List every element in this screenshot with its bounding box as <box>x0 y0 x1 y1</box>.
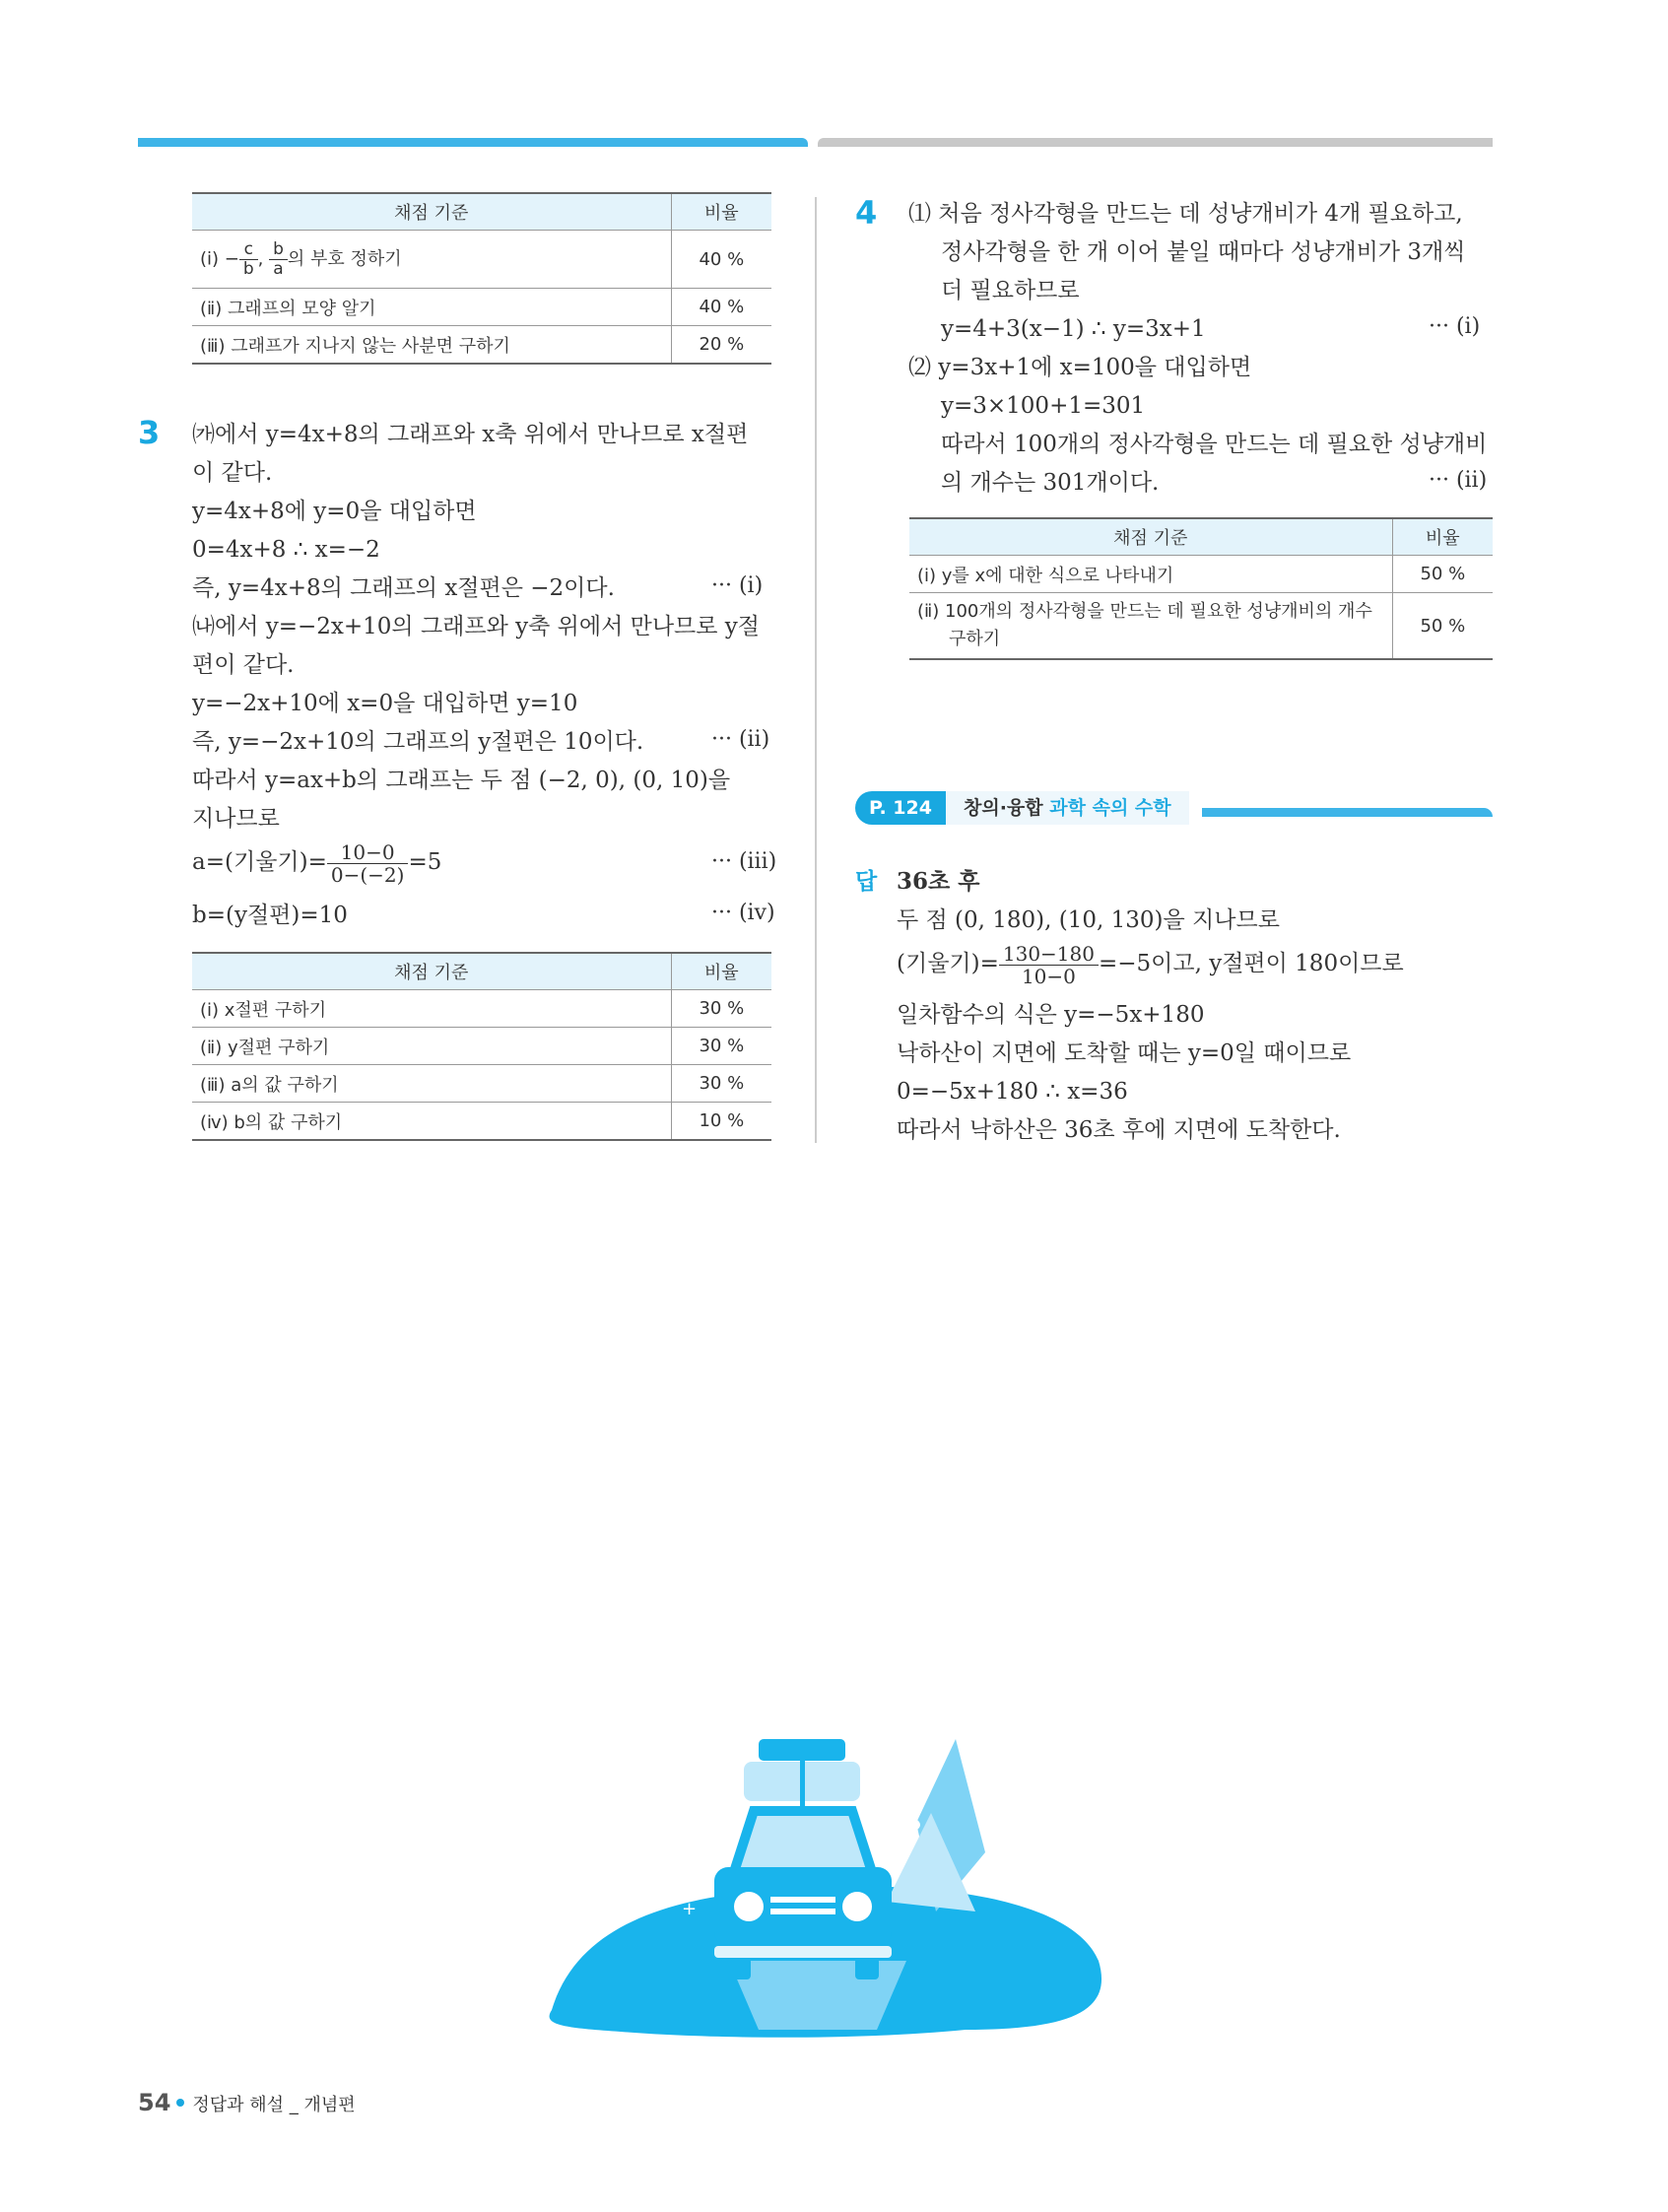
answer-value: 36초 후 <box>897 868 980 895</box>
p3-line: ㈎에서 y=4x+8의 그래프와 x축 위에서 만나므로 x절편 <box>192 422 749 447</box>
p124-line: 0=−5x+180 ∴ x=36 <box>897 1079 1128 1105</box>
scoring-table-1 <box>192 192 771 365</box>
step-mark: ··· (ⅰ) <box>711 573 764 598</box>
table-header-ratio: 비율 <box>671 953 771 990</box>
table-header-criteria: 채점 기준 <box>192 193 671 231</box>
p124-line: 두 점 (0, 180), (10, 130)을 지나므로 <box>897 907 1280 933</box>
p3-line: 따라서 y=ax+b의 그래프는 두 점 (−2, 0), (0, 10)을 <box>192 768 731 793</box>
p3-line: y=−2x+10에 x=0을 대입하면 y=10 <box>192 691 578 716</box>
svg-text:+ +: + + <box>675 1881 710 1902</box>
table-row: (ⅲ) 그래프가 지나지 않는 사분면 구하기 20 % <box>192 326 771 365</box>
page-footer <box>138 2089 356 2116</box>
problem-number-4: 4 <box>855 194 878 232</box>
road-light <box>729 1961 906 2030</box>
section-underline <box>1202 808 1493 817</box>
p124-slope: (기울기)= $\frac{130-180}{10-0}$ =−5이고, y절편이 180이므로 <box>897 941 1404 988</box>
scoring-table-3 <box>192 952 771 1141</box>
p124-line: 낙하산이 지면에 도착할 때는 y=0일 때이므로 <box>897 1040 1352 1066</box>
p4-line: 정사각형을 한 개 이어 붙일 때마다 성냥개비가 3개씩 <box>941 239 1466 265</box>
answer-label: 답 <box>855 869 878 895</box>
bumper <box>714 1946 892 1958</box>
p3-line: 0=4x+8 ∴ x=−2 <box>192 537 380 563</box>
table-row: (ⅰ) x절편 구하기 30 % <box>192 990 771 1028</box>
svg-text:+: + <box>682 1899 698 1919</box>
p3-line: 즉, y=4x+8의 그래프의 x절편은 −2이다. <box>192 575 615 601</box>
p4-line: y=3×100+1=301 <box>941 393 1146 419</box>
scoring-table-4 <box>909 517 1493 660</box>
p4-line: y=4+3(x−1) ∴ y=3x+1 <box>941 316 1206 342</box>
table-header-criteria: 채점 기준 <box>192 953 671 990</box>
table-row: (ⅳ) b의 값 구하기 10 % <box>192 1103 771 1141</box>
table-row: (ⅱ) 100개의 정사각형을 만드는 데 필요한 성냥개비의 개수 구하기 50 % <box>909 593 1493 660</box>
step-mark: ··· (ⅰ) <box>1429 314 1481 339</box>
table-header-ratio: 비율 <box>671 193 771 231</box>
p3-line: y=4x+8에 y=0을 대입하면 <box>192 499 477 524</box>
table-header-ratio: 비율 <box>1392 518 1493 556</box>
intercept-equation: b=(y절편)=10 <box>192 903 348 928</box>
table-row: (ⅰ) − $\frac{c}{b}$ , $\frac{b}{a}$ 의 부호 정하기 40 % <box>192 231 771 289</box>
problem-number-3: 3 <box>138 414 161 451</box>
headlight-right <box>842 1892 872 1921</box>
p124-line: 일차함수의 식은 y=−5x+180 <box>897 1002 1205 1028</box>
slope-equation: a=(기울기)= $\frac{10-0}{0-(-2)}$ =5 <box>192 839 442 887</box>
table-row: (ⅲ) a의 값 구하기 30 % <box>192 1065 771 1103</box>
car-illustration <box>522 1714 1113 2049</box>
table-row: (ⅱ) y절편 구하기 30 % <box>192 1028 771 1065</box>
p3-line: 지나므로 <box>192 806 280 832</box>
step-mark: ··· (ⅳ) <box>711 901 775 925</box>
top-bar-right <box>818 138 1493 147</box>
wheel-left <box>727 1958 751 1979</box>
step-mark: ··· (ⅱ) <box>711 727 770 752</box>
p4-line: 따라서 100개의 정사각형을 만드는 데 필요한 성냥개비 <box>941 432 1488 457</box>
p4-line: ⑵ y=3x+1에 x=100을 대입하면 <box>908 355 1252 380</box>
page-number: 54 <box>138 2089 171 2116</box>
page-ref-tag: P. 124 <box>855 791 946 825</box>
footer-text: 정답과 해설 _ 개념편 <box>192 2095 356 2115</box>
table-row: (ⅰ) y를 x에 대한 식으로 나타내기 50 % <box>909 556 1493 593</box>
p3-line: ㈏에서 y=−2x+10의 그래프와 y축 위에서 만나므로 y절 <box>192 614 761 639</box>
p3-line: 즉, y=−2x+10의 그래프의 y절편은 10이다. <box>192 729 644 755</box>
column-divider <box>815 197 817 1143</box>
wheel-right <box>855 1958 879 1979</box>
p4-line: 더 필요하므로 <box>941 278 1080 303</box>
step-mark: ··· (ⅱ) <box>1429 468 1488 493</box>
top-bar-left <box>138 138 808 147</box>
p4-line: ⑴ 처음 정사각형을 만드는 데 성냥개비가 4개 필요하고, <box>908 201 1463 227</box>
p3-line: 편이 같다. <box>192 652 295 678</box>
p3-line: 이 같다. <box>192 460 273 486</box>
step-mark: ··· (ⅲ) <box>711 849 777 874</box>
p124-line: 따라서 낙하산은 36초 후에 지면에 도착한다. <box>897 1117 1341 1143</box>
p4-line: 의 개수는 301개이다. <box>941 470 1160 496</box>
car-window <box>734 1811 872 1872</box>
table-row: (ⅱ) 그래프의 모양 알기 40 % <box>192 289 771 326</box>
cloud-icon <box>893 1817 920 1833</box>
table-header-criteria: 채점 기준 <box>909 518 1392 556</box>
section-title: 창의·융합 과학 속의 수학 <box>946 791 1189 825</box>
headlight-left <box>734 1892 764 1921</box>
